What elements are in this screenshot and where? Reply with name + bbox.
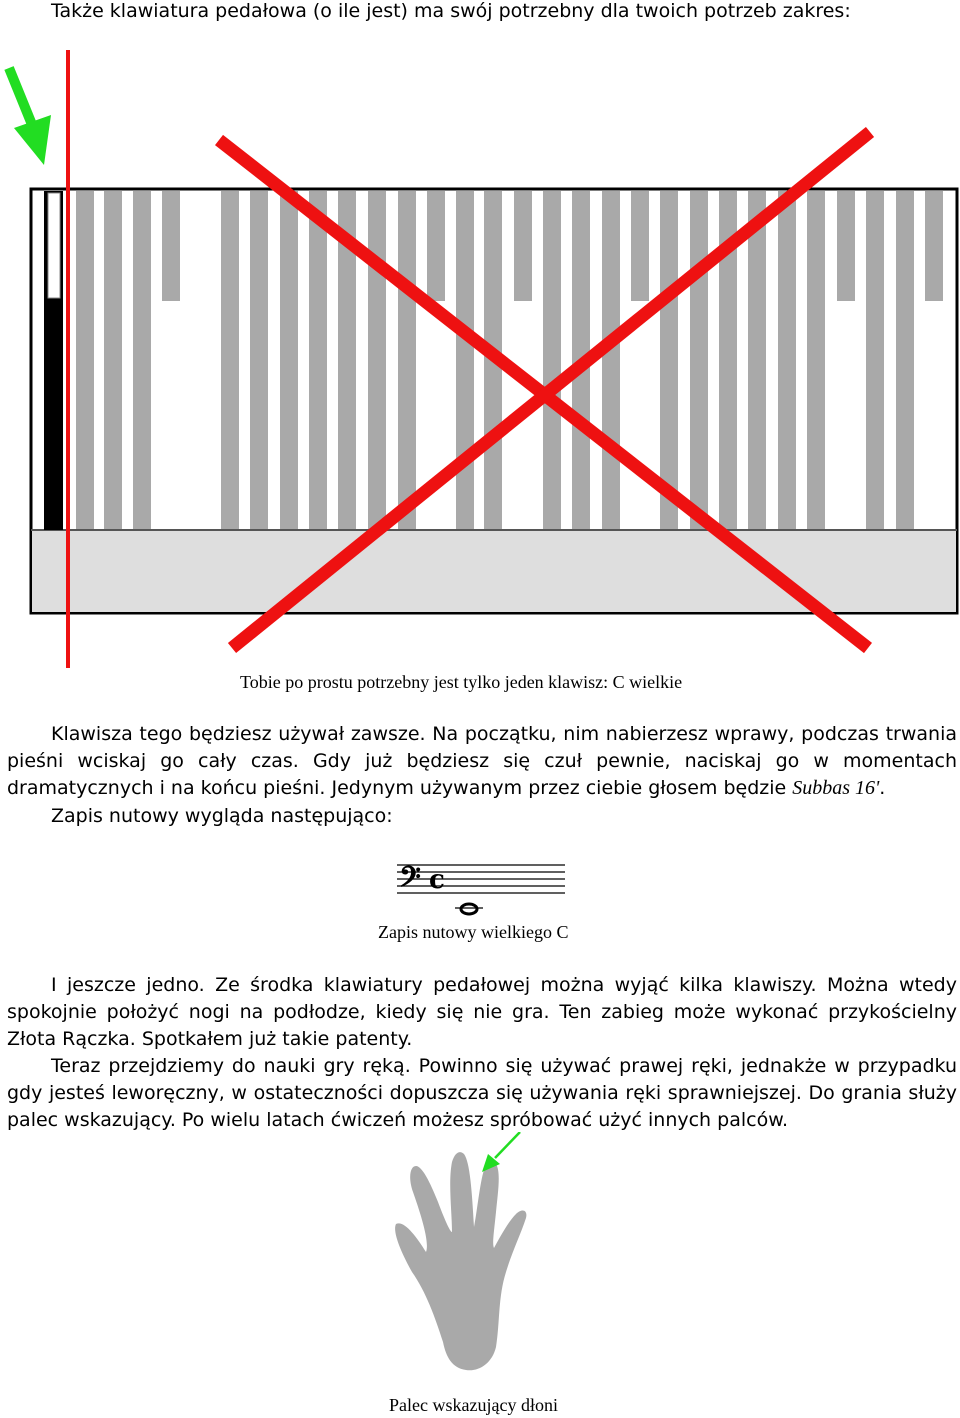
hand-caption: Palec wskazujący dłoni (389, 1395, 558, 1415)
pedalboard-caption: Tobie po prostu potrzebny jest tylko jeden klawisz: C wielkie (240, 672, 683, 692)
pedal-key (456, 191, 474, 530)
notation-caption: Zapis nutowy wielkiego C (378, 922, 569, 942)
pedal-key (514, 191, 532, 301)
pedal-key (309, 191, 327, 530)
pedal-key (602, 191, 620, 530)
hand-illustration (380, 1132, 620, 1392)
pedal-key (543, 191, 561, 530)
whole-note-c (461, 904, 477, 914)
pedalboard-bench (32, 530, 956, 612)
pedal-key (221, 191, 239, 530)
pedal-key (104, 191, 122, 530)
paragraph-notation-intro: Zapis nutowy wygląda następująco: (51, 805, 393, 827)
low-c-key-top (48, 193, 60, 298)
green-pointer-arrow-icon (482, 1132, 520, 1172)
pedal-key (925, 191, 943, 301)
bass-clef-icon: 𝄢 (399, 861, 421, 901)
pedal-key (631, 191, 649, 301)
hand-icon (395, 1152, 526, 1370)
pedal-key (837, 191, 855, 301)
pedal-key (250, 191, 268, 530)
pedal-key (368, 191, 386, 530)
pedal-key (807, 191, 825, 530)
pedalboard-illustration (0, 0, 960, 680)
pedal-key (748, 191, 766, 530)
paragraph-pedal-usage: Klawisza tego będziesz używał zawsze. Na początku, nim nabierzesz wprawy, podczas trwania pieśni wciskaj go cały czas. Gdy już będziesz się czuł pewnie, naciskaj go w momentach dramatycznych i na końcu pieśni. Jedynym używanym przez ciebie głosem będzie Subbas 16'. (7, 723, 957, 799)
paragraph-hand-playing: Teraz przejdziemy do nauki gry ręką. Powinno się używać prawej ręki, jednakże w przypadku gdy jesteś leworęczny, w ostateczności dopuszcza się używania ręki sprawniejszej. Do grania służy palec wskazujący. Po wielu latach ćwiczeń możesz spróbować użyć innych palców. (7, 1055, 957, 1131)
bass-clef-notation (395, 860, 575, 920)
pedal-key (398, 191, 416, 530)
pedal-key (280, 191, 298, 530)
pedal-key (133, 191, 151, 530)
pedal-key (76, 191, 94, 530)
pedal-key (690, 191, 708, 530)
pedal-key (427, 191, 445, 301)
green-arrow-icon (9, 68, 51, 165)
common-time-icon: c (429, 865, 445, 895)
pedal-key (866, 191, 884, 530)
intro-text: Także klawiatura pedałowa (o ile jest) ma swój potrzebny dla twoich potrzeb zakres: (51, 0, 851, 22)
paragraph-remove-keys: I jeszcze jedno. Ze środka klawiatury pedałowej można wyjąć kilka klawiszy. Można wtedy spokojnie położyć nogi na podłodze, kiedy się nie gra. Ten zabieg może wykonać przykościelny Złota Rączka. Spotkałem już takie patenty. (7, 974, 957, 1050)
stop-name: Subbas 16' (792, 777, 880, 799)
pedal-key (778, 191, 796, 530)
pedal-key (896, 191, 914, 530)
pedal-key (162, 191, 180, 301)
